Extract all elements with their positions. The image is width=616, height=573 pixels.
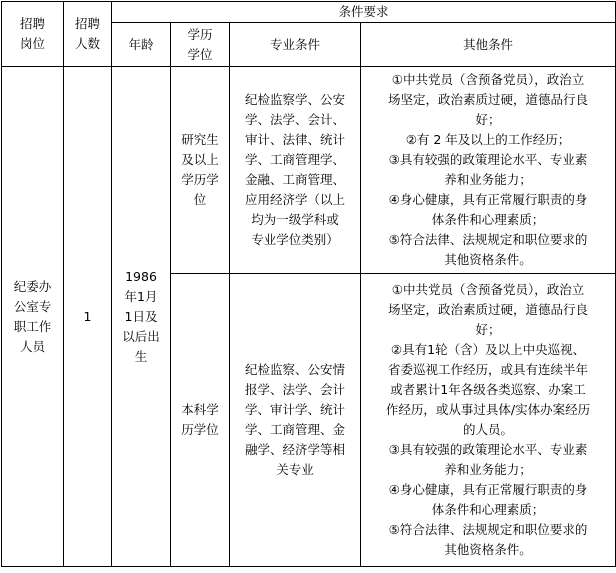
cell-age: 1986 年1月 1日及 以后出 生 [112, 67, 171, 567]
cell-position: 纪委办 公室专 职工作 人员 [2, 67, 64, 567]
header-row-1 [2, 2, 616, 23]
header-age: 年龄 [112, 23, 171, 67]
cell-other-undergraduate: ①中共党员（含预备党员），政治立 场坚定，政治素质过硬，道德品行良 好； ②具有1轮（含）及以上中央巡视、 省委巡视工作经历，或具有连续半年 或者累计1年各级各类巡察、办案工 作经历，或从事过具体/实体办案经历 的人员。 ③具有较强的政策理论水平、专业素 养和业务能力； ④身心健康，具有正常履行职责的身 体条件和心理素质； ⑤符合法律、法规规定和职位要求的 其他资格条件。 [361, 274, 616, 567]
cell-degree-postgraduate: 研究生 及以上 学历学 位 [171, 67, 230, 274]
header-degree: 学历 学位 [171, 23, 230, 67]
cell-major-undergraduate: 纪检监察、公安情 报学、法学、会计 学、审计学、统计 学、工商管理、金 融学、经济学等相 关专业 [230, 274, 361, 567]
cell-other-postgraduate: ①中共党员（含预备党员），政治立 场坚定，政治素质过硬，道德品行良 好； ②有 2 年及以上的工作经历； ③具有较强的政策理论水平、专业素 养和业务能力； ④身心健康，具有正常履行职责的身 体条件和心理素质； ⑤符合法律、法规规定和职位要求的 其他资格条件。 [361, 67, 616, 274]
cell-count: 1 [64, 67, 112, 567]
cell-major-postgraduate: 纪检监察学、公安 学、法学、会计、 审计、法律、统计 学、工商管理学、 金融、工商管理、 应用经济学（以上 均为一级学科或 专业学位类别） [230, 67, 361, 274]
cell-degree-undergraduate: 本科学 历学位 [171, 274, 230, 567]
header-other: 其他条件 [361, 23, 616, 67]
recruitment-table [1, 1, 616, 567]
header-conditions: 条件要求 [112, 2, 616, 23]
header-position: 招聘 岗位 [2, 2, 64, 67]
table-row-postgraduate [2, 67, 616, 274]
header-major: 专业条件 [230, 23, 361, 67]
header-count: 招聘 人数 [64, 2, 112, 67]
